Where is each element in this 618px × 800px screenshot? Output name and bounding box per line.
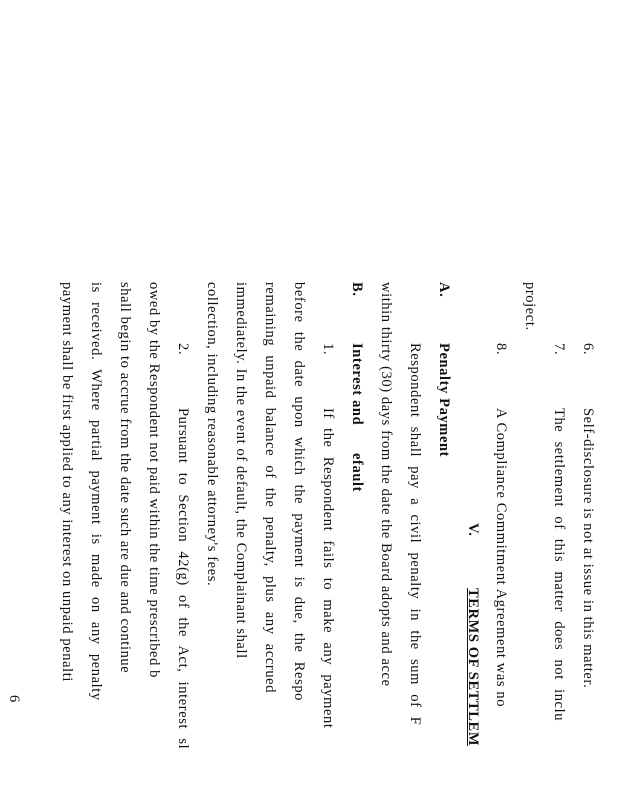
interest-p2-line-1: Pursuant to Section 42(g) of the Act, interest sl [175, 408, 191, 750]
interest-letter: B. [349, 282, 365, 297]
item-6-text: Self-disclosure is not at issue in this matter. [580, 408, 596, 689]
interest-heading-default: efault [349, 453, 365, 493]
interest-p1-line-1: If the Respondent fails to make any payment [320, 408, 336, 729]
interest-p1-line-5: collection, including reasonable attorney's fees. [204, 282, 220, 587]
interest-p2-line-3: shall begin to accrue from the date such are due and continue [117, 282, 133, 674]
item-8-text: A Compliance Commitment Agreement was no [493, 408, 509, 708]
penalty-letter: A. [436, 282, 452, 298]
interest-p1-number: 1. [320, 343, 336, 356]
item-8-number: 8. [493, 343, 509, 356]
item-7-continuation: project. [522, 282, 538, 331]
interest-heading: Interest and [349, 343, 365, 426]
interest-p2-number: 2. [175, 343, 191, 356]
section-title: TERMS OF SETTLEM [465, 588, 481, 747]
section-numeral: V. [465, 523, 481, 537]
penalty-heading: Penalty Payment [436, 343, 452, 458]
interest-p2-line-2: owed by the Respondent not paid within the time prescribed b [146, 282, 162, 679]
interest-p2-line-5: payment shall be first applied to any interest on unpaid penalti [59, 282, 75, 683]
interest-p1-line-2: before the date upon which the payment is due, the Respo [291, 282, 307, 702]
penalty-line-1: Respondent shall pay a civil penalty in the sum of F [407, 343, 423, 726]
item-6-number: 6. [580, 343, 596, 356]
penalty-line-2: within thirty (30) days from the date the Board adopts and acce [378, 282, 394, 687]
item-7-number: 7. [551, 343, 567, 356]
interest-p2-line-4: is received. Where partial payment is made on any penalty [88, 282, 104, 701]
interest-p1-line-4: immediately. In the event of default, the Complainant shall [233, 282, 249, 659]
page-number: 6 [6, 695, 22, 703]
item-7-text: The settlement of this matter does not inclu [551, 408, 567, 722]
interest-p1-line-3: remaining unpaid balance of the penalty, plus any accrued [262, 282, 278, 694]
